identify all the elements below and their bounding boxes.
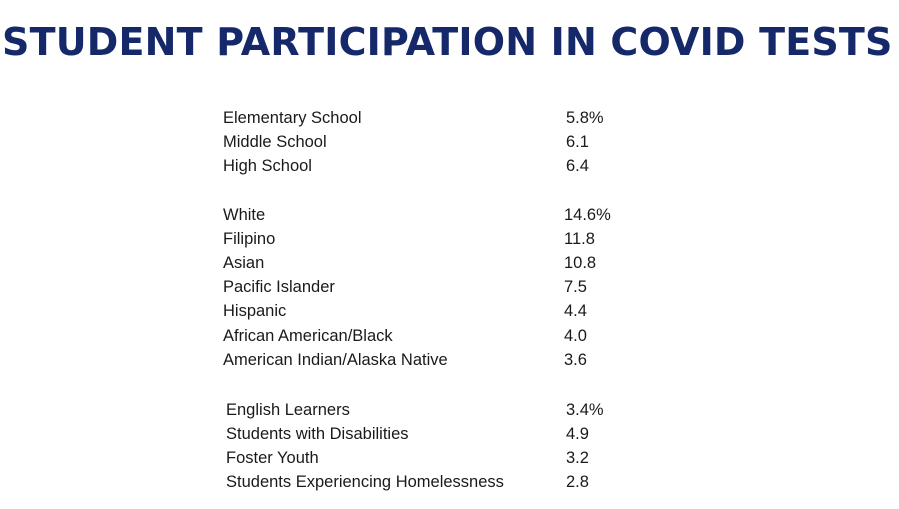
list-item <box>226 446 626 470</box>
list-item <box>223 106 623 130</box>
row-value: 4.4 <box>564 302 587 321</box>
list-item <box>223 251 623 275</box>
student-group-group <box>226 398 626 495</box>
list-item <box>223 154 623 178</box>
row-label: Foster Youth <box>226 448 319 467</box>
list-item <box>226 471 626 495</box>
row-value: 4.0 <box>564 326 587 345</box>
row-label: Students with Disabilities <box>226 424 409 443</box>
list-item <box>223 276 623 300</box>
row-label: English Learners <box>226 400 350 419</box>
slide-title: STUDENT PARTICIPATION IN COVID TESTS <box>2 20 893 64</box>
school-level-group <box>223 106 623 179</box>
row-value: 4.9 <box>566 424 589 443</box>
row-label: African American/Black <box>223 326 393 345</box>
list-item <box>223 203 623 227</box>
row-value: 6.4 <box>566 156 589 175</box>
list-item <box>223 227 623 251</box>
ethnicity-group <box>223 203 623 372</box>
row-label: Students Experiencing Homelessness <box>226 473 504 492</box>
row-label: Pacific Islander <box>223 278 335 297</box>
row-label: Elementary School <box>223 108 362 127</box>
list-item <box>223 300 623 324</box>
list-item <box>223 324 623 348</box>
row-value: 7.5 <box>564 278 587 297</box>
list-item <box>226 398 626 422</box>
row-value: 2.8 <box>566 473 589 492</box>
row-label: Hispanic <box>223 302 287 321</box>
row-label: Filipino <box>223 229 276 248</box>
row-label: White <box>223 205 266 224</box>
row-value: 14.6% <box>564 205 611 224</box>
row-value: 3.4% <box>566 400 604 419</box>
row-value: 3.6 <box>564 350 587 369</box>
row-label: American Indian/Alaska Native <box>223 350 448 369</box>
row-label: Asian <box>223 253 265 272</box>
row-label: High School <box>223 156 312 175</box>
list-item <box>223 348 623 372</box>
row-value: 5.8% <box>566 108 604 127</box>
row-value: 6.1 <box>566 132 589 151</box>
row-value: 10.8 <box>564 253 597 272</box>
list-item <box>226 422 626 446</box>
row-label: Middle School <box>223 132 327 151</box>
row-value: 3.2 <box>566 448 589 467</box>
row-value: 11.8 <box>564 229 595 248</box>
list-item <box>223 130 623 154</box>
